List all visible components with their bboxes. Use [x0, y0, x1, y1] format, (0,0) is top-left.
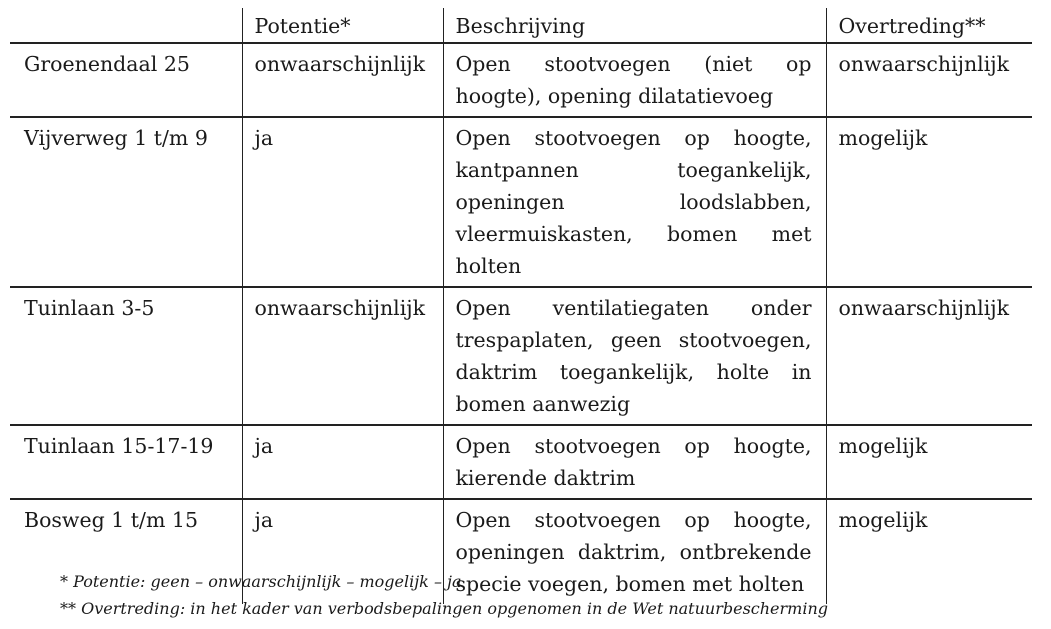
header-description: Beschrijving — [443, 8, 826, 43]
header-violation: Overtreding** — [826, 8, 1032, 43]
cell-location: Tuinlaan 15-17-19 — [24, 434, 214, 458]
cell-description: Open stootvoegen op hoogte, kantpannen toegankelijk, openingen loodslabben, vleermuiskasten, bomen met holten — [443, 117, 826, 287]
table-row — [10, 425, 1032, 499]
table-row — [10, 43, 1032, 117]
survey-table — [10, 8, 1032, 604]
footnote-potential: * Potentie: geen – onwaarschijnlijk – mogelijk – ja — [60, 572, 462, 591]
footnotes — [60, 568, 828, 622]
table-row — [10, 117, 1032, 287]
cell-description: Open ventilatiegaten onder trespaplaten, geen stootvoegen, daktrim toegankelijk, holte in bomen aanwezig — [443, 287, 826, 425]
cell-description: Open stootvoegen (niet op hoogte), opening dilatatievoeg — [443, 43, 826, 117]
cell-potential: ja — [242, 499, 443, 604]
cell-potential: ja — [242, 117, 443, 287]
cell-potential: onwaarschijnlijk — [242, 287, 443, 425]
cell-potential: onwaarschijnlijk — [242, 43, 443, 117]
cell-location: Bosweg 1 t/m 15 — [24, 508, 198, 532]
header-row — [10, 8, 1032, 43]
cell-location: Vijverweg 1 t/m 9 — [24, 126, 208, 150]
table-body — [10, 43, 1032, 604]
header-location — [10, 8, 242, 43]
cell-violation: mogelijk — [826, 499, 1032, 604]
cell-description: Open stootvoegen op hoogte, kierende daktrim — [443, 425, 826, 499]
cell-violation: mogelijk — [826, 117, 1032, 287]
cell-location: Tuinlaan 3-5 — [24, 296, 155, 320]
cell-violation: onwaarschijnlijk — [826, 43, 1032, 117]
table-header — [10, 8, 1032, 43]
footnote-violation: ** Overtreding: in het kader van verbodsbepalingen opgenomen in de Wet natuurbescherming — [60, 599, 829, 618]
header-potential: Potentie* — [242, 8, 443, 43]
cell-violation: onwaarschijnlijk — [826, 287, 1032, 425]
cell-potential: ja — [242, 425, 443, 499]
cell-violation: mogelijk — [826, 425, 1032, 499]
table-row — [10, 287, 1032, 425]
cell-location: Groenendaal 25 — [24, 52, 190, 76]
cell-description: Open stootvoegen op hoogte, openingen daktrim, ontbrekende specie voegen, bomen met holten — [443, 499, 826, 604]
